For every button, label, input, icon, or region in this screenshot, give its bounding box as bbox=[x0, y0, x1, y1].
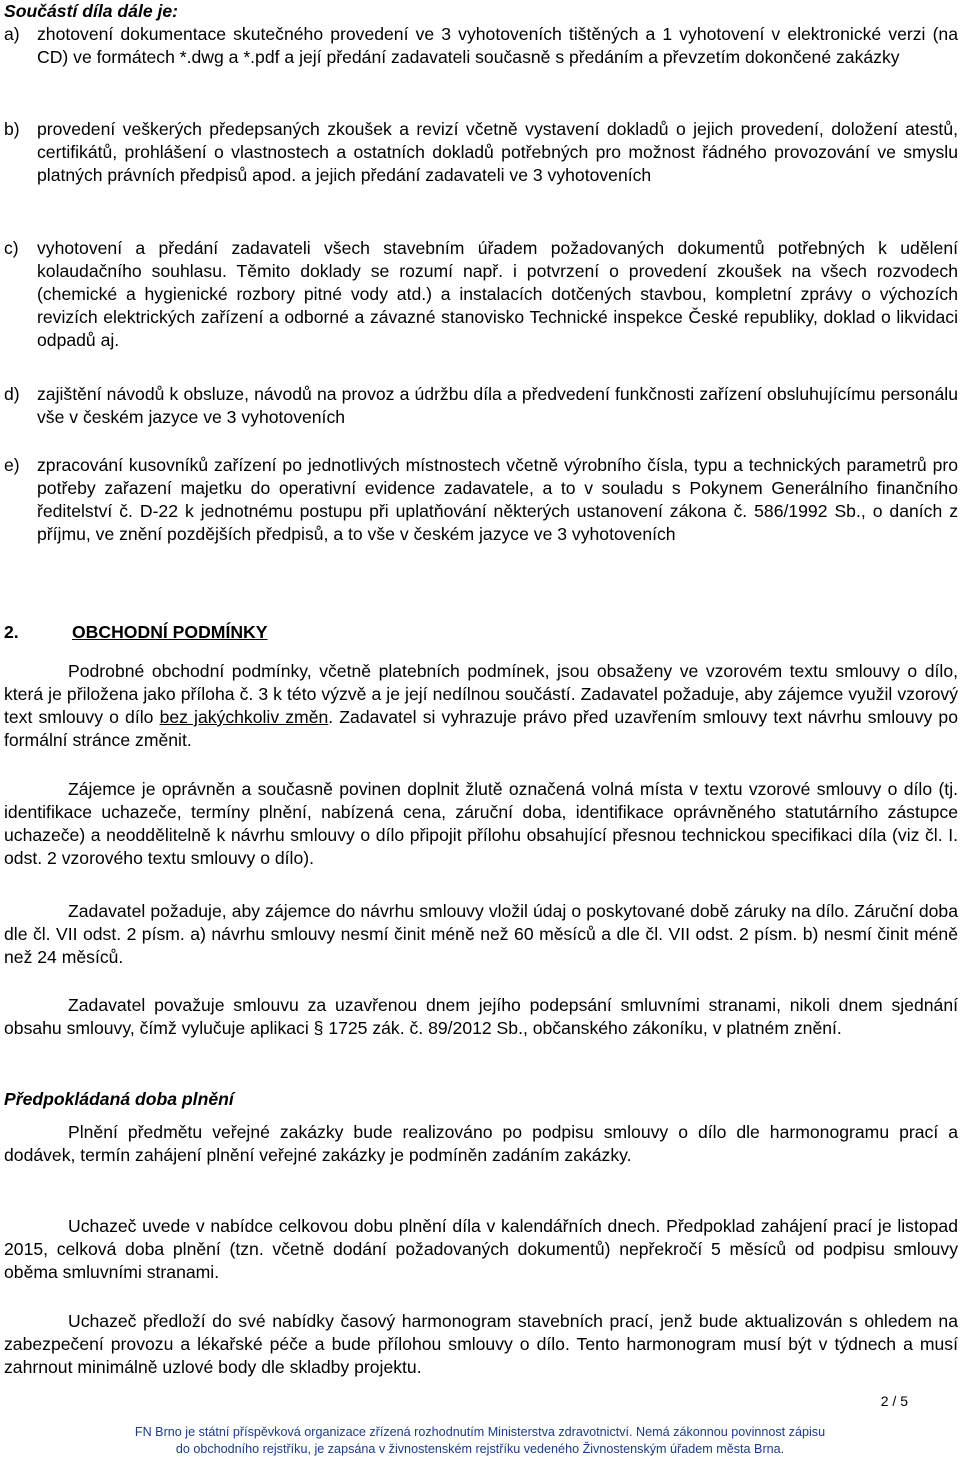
paragraph-contract bbox=[4, 994, 958, 1040]
list-item-letter: c) bbox=[4, 238, 19, 258]
footer-line: FN Brno je státní příspěvková organizace zřízená rozhodnutím Ministerstva zdravotnictví. Nemá zákonnou povinnost zápisu bbox=[134, 1425, 826, 1439]
paragraph-text: Podrobné obchodní podmínky, včetně platebních podmínek, jsou obsaženy ve vzorovém textu smlouvy o dílo, která je přiložena jako příloha č. 3 k této výzvě a je její nedílnou součástí. Zadavatel požaduje, aby zájemce využil vzorový text smlouvy o dílo bbox=[4, 661, 958, 727]
list-item-e bbox=[4, 454, 958, 546]
subheading-duration: Předpokládaná doba plnění bbox=[4, 1089, 234, 1109]
list-item-text: zajištění návodů k obsluze, návodů na provoz a údržbu díla a předvedení funkčnosti zařízení obsluhujícímu personálu vše v českém jazyce ve 3 vyhotoveních bbox=[37, 384, 958, 427]
paragraph-text: . Zadavatel si vyhrazuje právo před uzavřením smlouvy text návrhu smlouvy po formální stránce změnit. bbox=[4, 707, 958, 750]
paragraph-timeline bbox=[4, 1215, 958, 1284]
footer-line: do obchodního rejstříku, je zapsána v živnostenském rejstříku vedeného Živnostenským úřadem města Brna. bbox=[175, 1442, 785, 1456]
paragraph-conditions bbox=[4, 660, 958, 752]
section-title: OBCHODNÍ PODMÍNKY bbox=[72, 622, 268, 642]
list-item-text: zhotovení dokumentace skutečného provedení ve 3 vyhotoveních tištěných a 1 vyhotovení v elektronické verzi (na CD) ve formátech *.dwg a *.pdf a její předání zadavateli současně s předáním a převzetím dokončené zakázky bbox=[37, 24, 958, 67]
page-number: 2 / 5 bbox=[880, 1393, 908, 1409]
paragraph-performance bbox=[4, 1121, 958, 1167]
paragraph-text: Uchazeč uvede v nabídce celkovou dobu plnění díla v kalendářních dnech. Předpoklad zahájení prací je listopad 2015, celková doba plnění (tzn. včetně dodání požadovaných dokumentů) nepřekročí 5 měsíců od podpisu smlouvy oběma smluvními stranami. bbox=[4, 1216, 958, 1282]
paragraph-schedule bbox=[4, 1310, 958, 1379]
list-item-c bbox=[4, 237, 958, 352]
paragraph-text: Uchazeč předloží do své nabídky časový harmonogram stavebních prací, jenž bude aktualizován s ohledem na zabezpečení provozu a lékařské péče a bude přílohou smlouvy o dílo. Tento harmonogram musí být v týdnech a musí zahrnout minimálně uzlové body dle skladby projektu. bbox=[4, 1311, 958, 1377]
list-item-letter: d) bbox=[4, 384, 20, 404]
paragraph-warranty bbox=[4, 900, 958, 969]
list-item-letter: e) bbox=[4, 455, 20, 475]
paragraph-text: Zájemce je oprávněn a současně povinen doplnit žlutě označená volná místa v textu vzorové smlouvy o dílo (tj. identifikace uchazeče, termíny plnění, nabízená cena, záruční doba, identifikace oprávněného statutárního zástupce uchazeče) a neoddělitelně k návrhu smlouvy o dílo připojit přílohu obsahující přesnou technickou specifikaci díla (viz čl. I. odst. 2 vzorového textu smlouvy o dílo). bbox=[4, 779, 958, 868]
list-item-letter: b) bbox=[4, 119, 20, 139]
list-item-text: zpracování kusovníků zařízení po jednotlivých místnostech včetně výrobního čísla, typu a technických parametrů pro potřeby zařazení majetku do operativní evidence zadavatele, a to v souladu s Pokynem Generálního finančního ředitelství č. D-22 k jednotnému postupu při uplatňování některých ustanovení zákona č. 586/1992 Sb., o daních z příjmu, ve znění pozdějších předpisů, a to vše v českém jazyce ve 3 vyhotoveních bbox=[37, 455, 958, 544]
paragraph-text: Zadavatel požaduje, aby zájemce do návrhu smlouvy vložil údaj o poskytované době záruky na dílo. Záruční doba dle čl. VII odst. 2 písm. a) návrhu smlouvy nesmí činit méně než 60 měsíců a dle čl. VII odst. 2 písm. b) nesmí činit méně než 24 měsíců. bbox=[4, 901, 958, 967]
paragraph-text: Zadavatel považuje smlouvu za uzavřenou dnem jejího podepsání smluvními stranami, nikoli dnem sjednání obsahu smlouvy, čímž vylučuje aplikaci § 1725 zák. č. 89/2012 Sb., občanského zákoníku, v platném znění. bbox=[4, 995, 958, 1038]
list-item-b bbox=[4, 118, 958, 187]
paragraph-applicant bbox=[4, 778, 958, 870]
page-footer bbox=[0, 1424, 960, 1458]
list-item-d bbox=[4, 383, 958, 429]
list-item-letter: a) bbox=[4, 24, 20, 44]
list-item-a bbox=[4, 23, 958, 69]
underlined-text: bez jakýchkoliv změn bbox=[159, 707, 329, 727]
section-number: 2. bbox=[4, 622, 19, 642]
list-item-text: provedení veškerých předepsaných zkoušek a revizí včetně vystavení dokladů o jejich provedení, doložení atestů, certifikátů, prohlášení o vlastnostech a ostatních dokladů potřebných pro možnost řádného provozování ve smyslu platných právních předpisů apod. a jejich předání zadavateli ve 3 vyhotoveních bbox=[37, 119, 958, 185]
section-heading: Součástí díla dále je: bbox=[4, 1, 179, 21]
paragraph-text: Plnění předmětu veřejné zakázky bude realizováno po podpisu smlouvy o dílo dle harmonogramu prací a dodávek, termín zahájení plnění veřejné zakázky je podmíněn zadáním zakázky. bbox=[4, 1122, 958, 1165]
list-item-text: vyhotovení a předání zadavateli všech stavebním úřadem požadovaných dokumentů potřebných k udělení kolaudačního souhlasu. Těmito doklady se rozumí např. i potvrzení o provedení zkoušek na všech rozvodech (chemické a hygienické rozbory pitné vody atd.) a instalacích dotčených stavbou, kompletní zprávy o výchozích revizích elektrických zařízení a odborné a závazné stanovisko Technické inspekce České republiky, doklad o likvidaci odpadů aj. bbox=[37, 238, 958, 350]
